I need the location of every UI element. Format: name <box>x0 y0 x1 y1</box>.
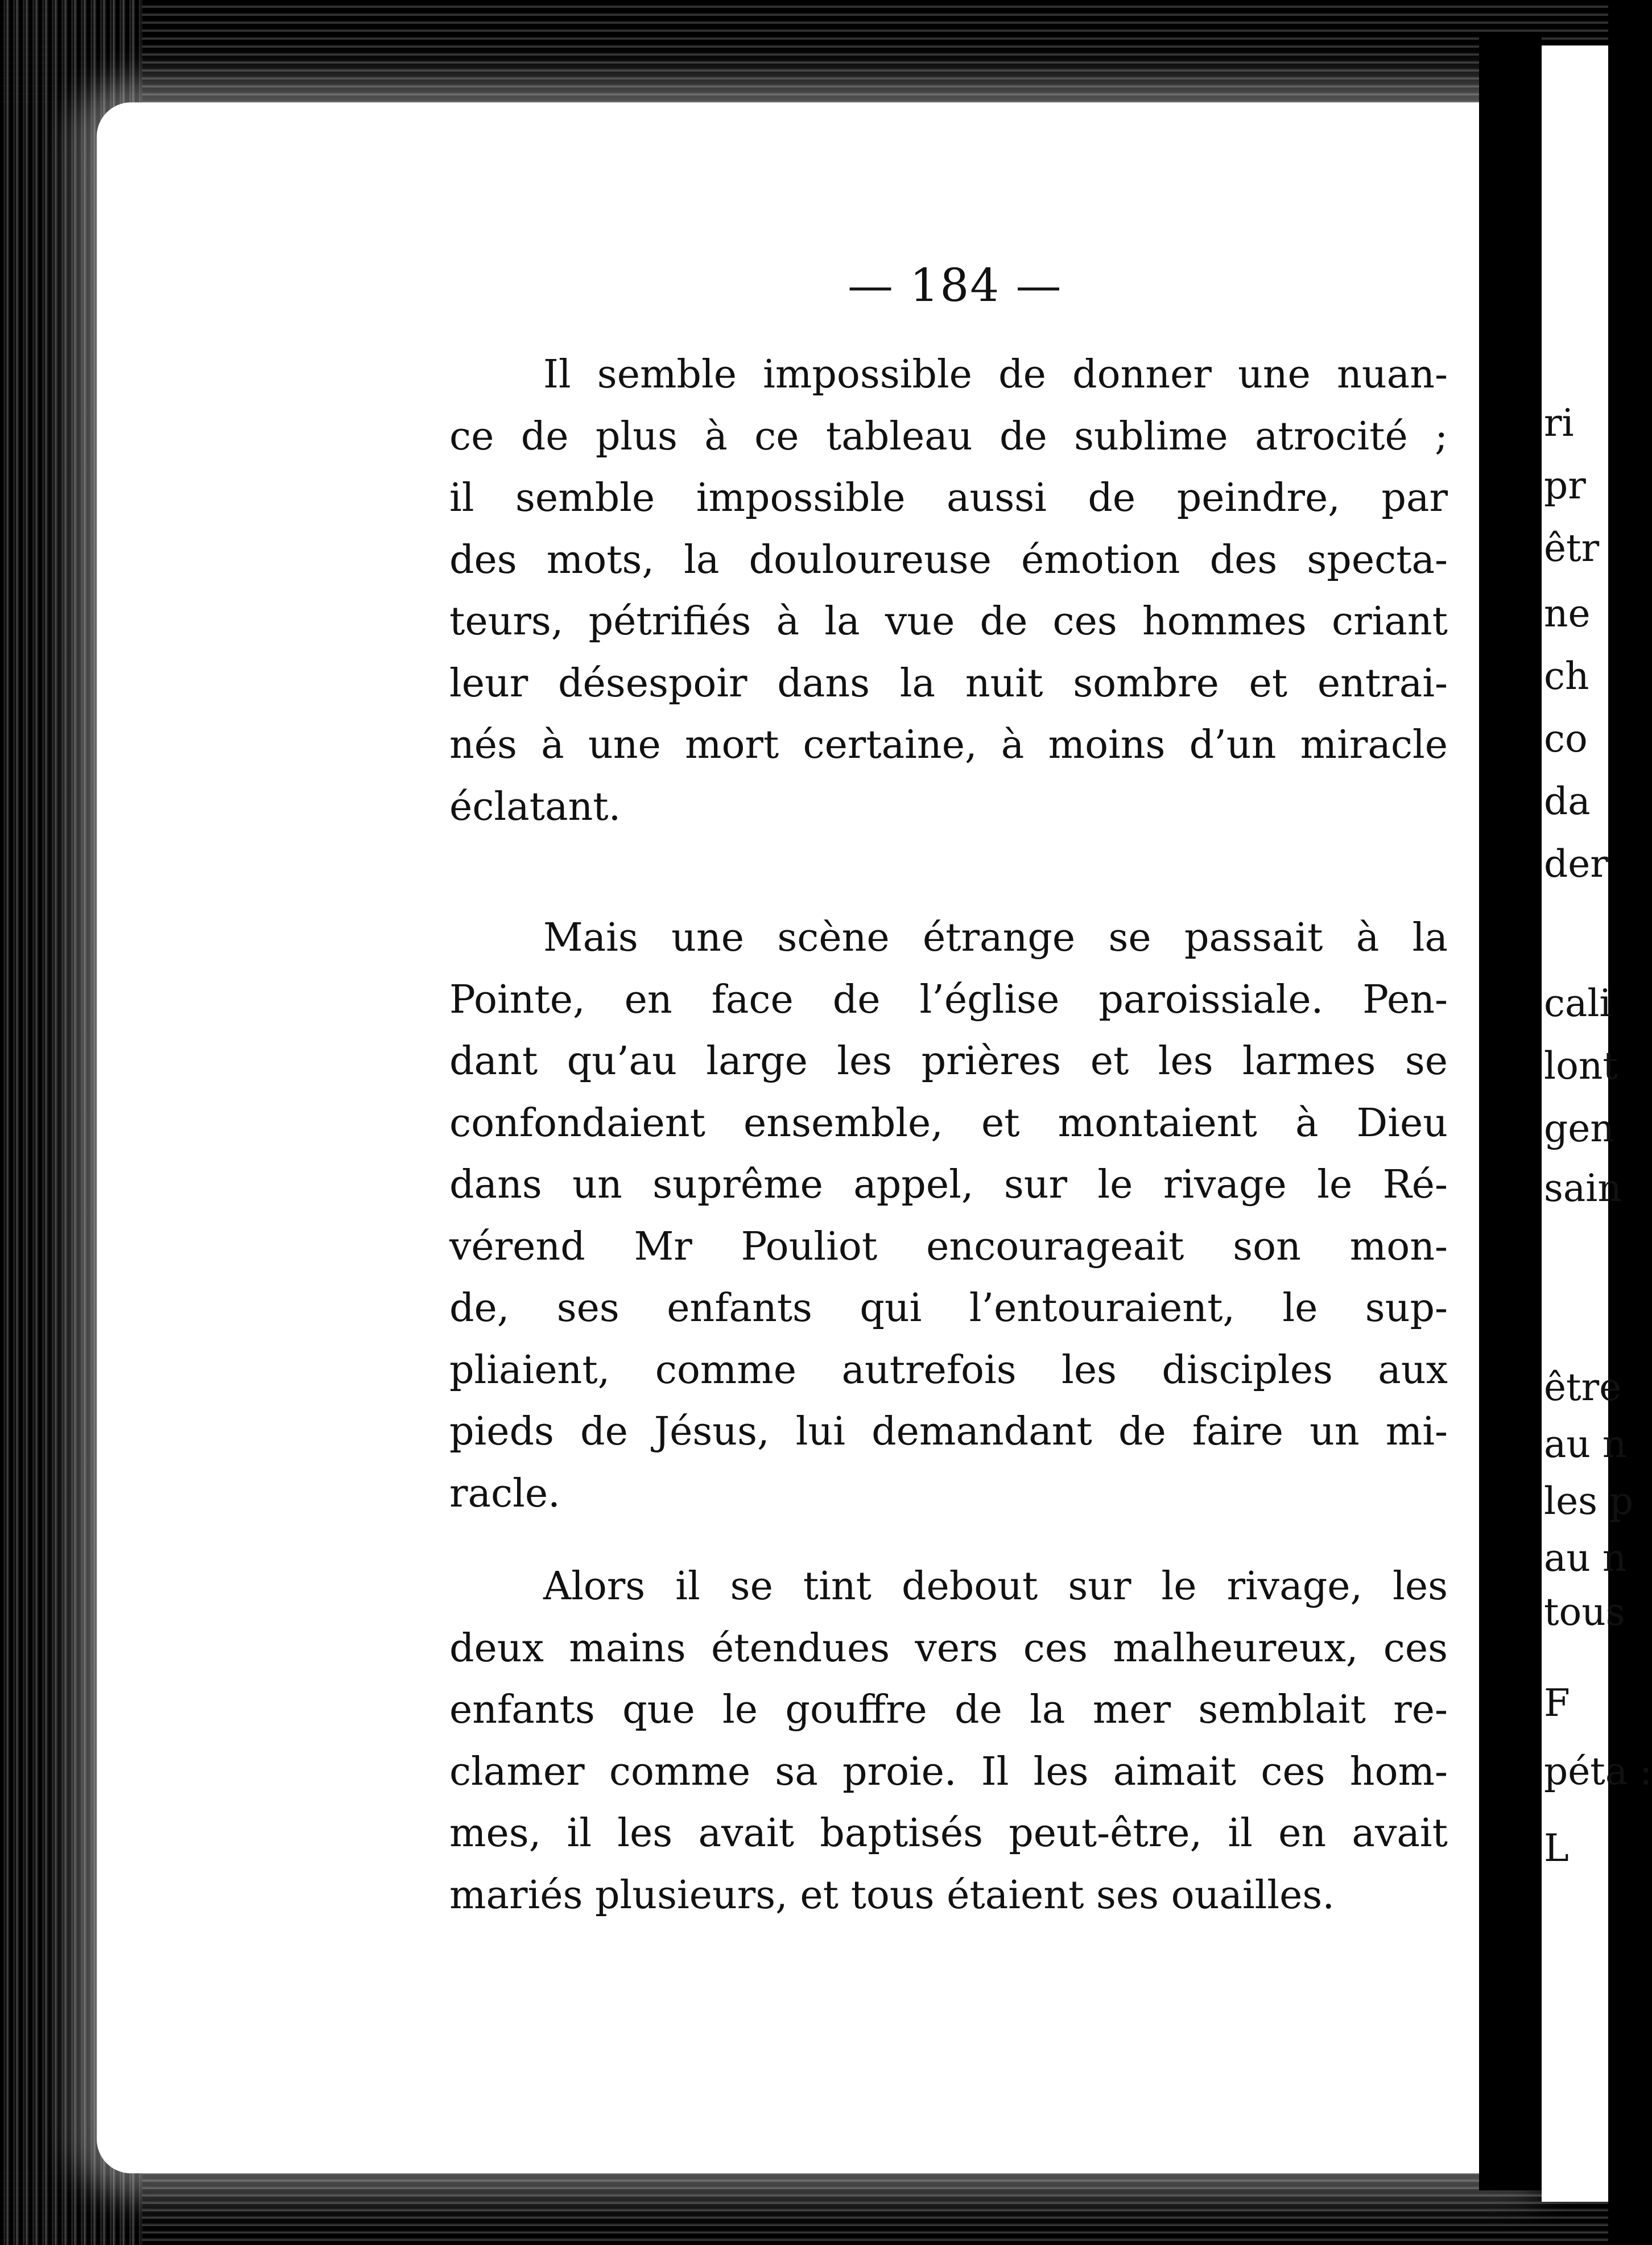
text-line: clamer comme sa proie. Il les aimait ces hom- <box>449 1749 1448 1794</box>
text-line: éclatant. <box>449 784 621 830</box>
adjacent-page-fragment: cali <box>1544 981 1612 1025</box>
text-line: Alors il se tint debout sur le rivage, les <box>543 1564 1448 1609</box>
adjacent-page-fragment: êtr <box>1544 526 1600 570</box>
book-gutter <box>1479 34 1542 2190</box>
adjacent-page-fragment: F <box>1544 1681 1570 1725</box>
text-line: mariés plusieurs, et tous étaient ses ouailles. <box>449 1872 1335 1918</box>
text-line: enfants que le gouffre de la mer semblait re- <box>449 1687 1448 1732</box>
adjacent-page-fragment: co <box>1544 717 1588 761</box>
adjacent-page-fragment: être <box>1544 1365 1622 1409</box>
adjacent-page-fragment: les p <box>1544 1479 1634 1523</box>
text-line: pliaient, comme autrefois les disciples aux <box>449 1347 1448 1393</box>
text-line: racle. <box>449 1471 560 1516</box>
text-line: confondaient ensemble, et montaient à Dieu <box>449 1100 1448 1146</box>
scan-edge-bottom <box>0 2170 1608 2245</box>
scan-edge-top <box>0 0 1608 108</box>
text-line: Pointe, en face de l’église paroissiale. Pen- <box>449 977 1448 1022</box>
text-line: deux mains étendues vers ces malheureux, ces <box>449 1625 1448 1671</box>
adjacent-page-fragment: tous <box>1544 1590 1625 1634</box>
text-line: de, ses enfants qui l’entouraient, le sup- <box>449 1286 1448 1331</box>
adjacent-page-edge <box>1542 46 1652 2202</box>
text-line: il semble impossible aussi de peindre, par <box>449 476 1448 521</box>
adjacent-page-fragment: da <box>1544 779 1591 823</box>
text-line: dans un suprême appel, sur le rivage le Ré- <box>449 1162 1448 1207</box>
adjacent-page-fragment: sain <box>1544 1166 1622 1210</box>
page-number: — 184 — <box>848 259 1063 312</box>
adjacent-page-fragment: au n <box>1544 1536 1627 1580</box>
adjacent-page-fragment: ne <box>1544 592 1591 635</box>
text-line: des mots, la douloureuse émotion des specta- <box>449 537 1448 583</box>
text-line: ce de plus à ce tableau de sublime atrocité ; <box>449 414 1448 459</box>
text-line: dant qu’au large les prières et les larmes se <box>449 1039 1448 1084</box>
adjacent-page-fragment: péta : <box>1544 1749 1652 1793</box>
adjacent-page-fragment: lont <box>1544 1044 1618 1088</box>
text-line: vérend Mr Pouliot encourageait son mon- <box>449 1224 1448 1269</box>
text-line: Il semble impossible de donner une nuan- <box>543 352 1448 397</box>
adjacent-page-fragment: ch <box>1544 654 1589 698</box>
text-line: teurs, pétrifiés à la vue de ces hommes criant <box>449 599 1448 644</box>
text-line: leur désespoir dans la nuit sombre et entrai- <box>449 661 1448 706</box>
adjacent-page-fragment: ri <box>1544 401 1574 445</box>
adjacent-page-fragment: der <box>1544 842 1608 886</box>
adjacent-page-fragment: gen <box>1544 1107 1614 1150</box>
adjacent-page-fragment: au n <box>1544 1422 1627 1466</box>
text-line: nés à une mort certaine, à moins d’un miracle <box>449 723 1448 767</box>
adjacent-page-fragment: L <box>1544 1826 1569 1870</box>
text-line: pieds de Jésus, lui demandant de faire un mi- <box>449 1409 1448 1454</box>
text-line: mes, il les avait baptisés peut-être, il en avait <box>449 1811 1448 1856</box>
adjacent-page-fragment: pr <box>1544 464 1586 507</box>
text-line: Mais une scène étrange se passait à la <box>543 915 1448 960</box>
